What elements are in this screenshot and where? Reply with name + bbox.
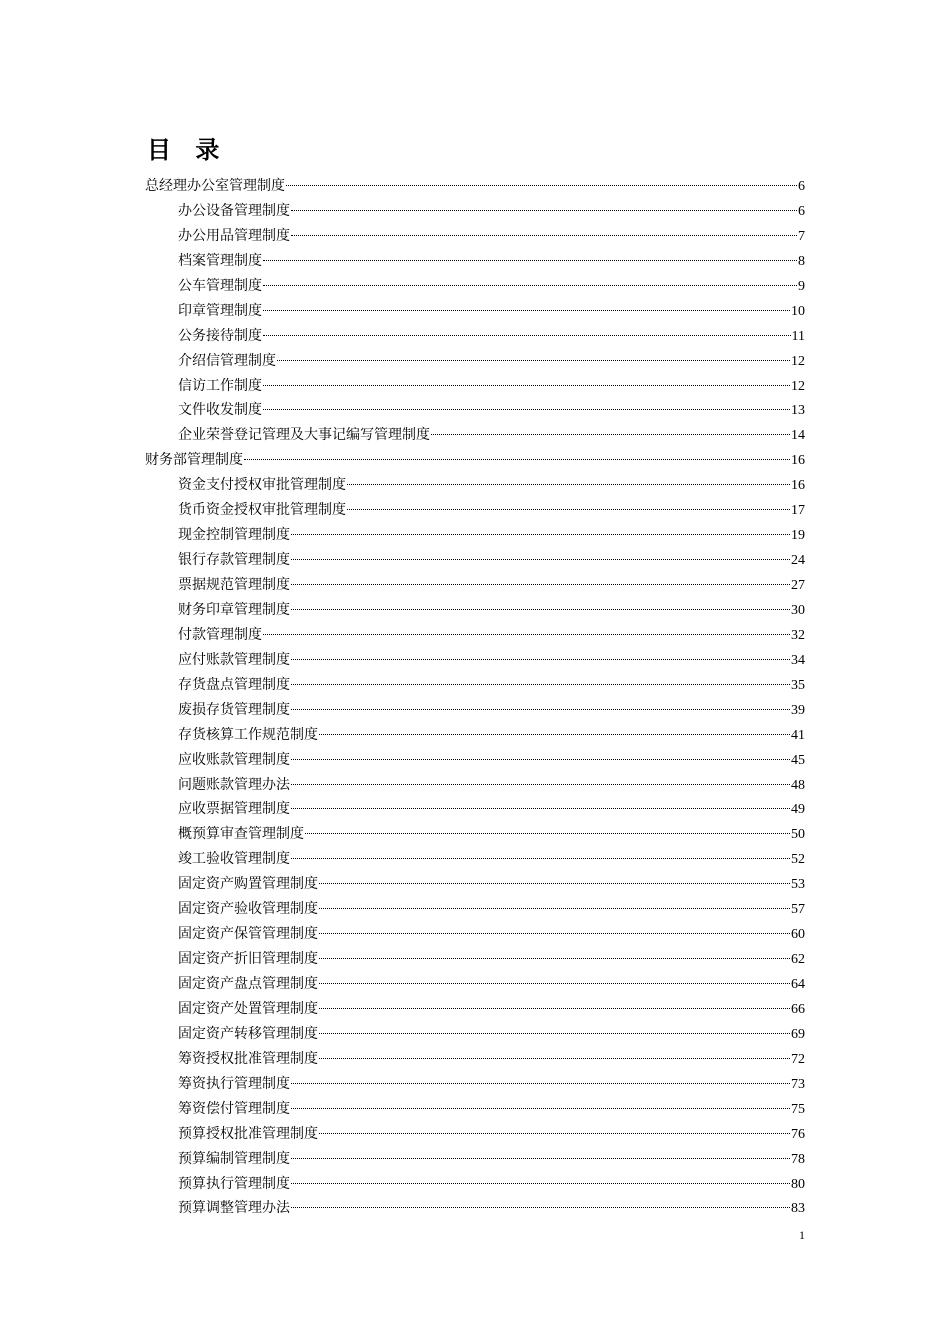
toc-dot-leader	[263, 310, 790, 311]
toc-entry-page: 24	[791, 553, 805, 569]
toc-entry-page: 57	[791, 902, 805, 918]
toc-entry-page: 9	[798, 278, 805, 294]
toc-entry-label: 筹资授权批准管理制度	[178, 1050, 318, 1067]
toc-entry-page: 78	[791, 1151, 805, 1167]
toc-entry-page: 30	[791, 602, 805, 618]
toc-entry[interactable]	[145, 773, 805, 798]
toc-entry[interactable]	[145, 673, 805, 698]
toc-entry[interactable]	[145, 947, 805, 972]
toc-entry[interactable]	[145, 374, 805, 399]
toc-entry[interactable]	[145, 1022, 805, 1047]
toc-entry-label: 固定资产盘点管理制度	[178, 976, 318, 992]
toc-entry-label: 企业荣誉登记管理及大事记编写管理制度	[178, 427, 430, 444]
toc-dot-leader	[319, 1008, 790, 1009]
toc-entry-page: 66	[791, 1001, 805, 1017]
toc-entry-label: 办公用品管理制度	[178, 227, 290, 244]
toc-entry-label: 资金支付授权审批管理制度	[178, 477, 346, 494]
toc-dot-leader	[291, 609, 790, 610]
toc-entry-page: 32	[791, 627, 805, 643]
table-of-contents	[145, 174, 805, 1221]
toc-entry[interactable]	[145, 1097, 805, 1122]
toc-entry-page: 52	[791, 852, 805, 868]
toc-dot-leader	[319, 1133, 790, 1134]
toc-entry-page: 80	[791, 1176, 805, 1192]
toc-dot-leader	[319, 1058, 790, 1059]
toc-entry-page: 6	[798, 203, 805, 219]
toc-entry[interactable]	[145, 797, 805, 822]
toc-dot-leader	[319, 958, 790, 959]
toc-entry[interactable]	[145, 523, 805, 548]
toc-entry-label: 付款管理制度	[178, 626, 262, 643]
toc-dot-leader	[319, 908, 790, 909]
toc-dot-leader	[263, 260, 797, 261]
toc-dot-leader	[291, 210, 797, 211]
toc-entry[interactable]	[145, 498, 805, 523]
toc-entry-label: 固定资产转移管理制度	[178, 1025, 318, 1042]
toc-entry[interactable]	[145, 922, 805, 947]
toc-entry-page: 16	[791, 453, 805, 469]
toc-dot-leader	[291, 584, 790, 585]
toc-entry[interactable]	[145, 398, 805, 423]
toc-entry-page: 8	[798, 253, 805, 269]
toc-section-entry[interactable]	[145, 174, 805, 199]
toc-entry-page: 7	[798, 228, 805, 244]
toc-entry-page: 12	[791, 353, 805, 369]
toc-entry-label: 应收票据管理制度	[178, 801, 290, 818]
toc-entry[interactable]	[145, 299, 805, 324]
toc-entry-label: 公车管理制度	[178, 277, 262, 294]
toc-dot-leader	[291, 759, 790, 760]
toc-entry-page: 64	[791, 977, 805, 992]
toc-entry-page: 39	[791, 702, 805, 718]
toc-entry-label: 存货核算工作规范制度	[178, 726, 318, 743]
toc-entry-page: 69	[791, 1026, 805, 1042]
toc-entry-label: 废损存货管理制度	[178, 701, 290, 718]
toc-entry-page: 41	[791, 727, 805, 743]
toc-entry[interactable]	[145, 199, 805, 224]
toc-entry-page: 48	[791, 777, 805, 793]
toc-entry-label: 办公设备管理制度	[178, 202, 290, 219]
toc-entry[interactable]	[145, 723, 805, 748]
toc-entry-label: 银行存款管理制度	[178, 552, 290, 569]
toc-dot-leader	[291, 858, 790, 859]
toc-entry[interactable]	[145, 748, 805, 773]
toc-entry-label: 应收账款管理制度	[178, 751, 290, 768]
toc-dot-leader	[244, 459, 790, 460]
toc-entry-label: 介绍信管理制度	[178, 352, 276, 369]
toc-entry-label: 应付账款管理制度	[178, 651, 290, 668]
toc-entry[interactable]	[145, 1072, 805, 1097]
toc-entry-label: 固定资产处置管理制度	[178, 1000, 318, 1017]
toc-entry-page: 49	[791, 802, 805, 818]
toc-entry[interactable]	[145, 897, 805, 922]
toc-dot-leader	[347, 484, 790, 485]
toc-entry-page: 34	[791, 652, 805, 668]
toc-entry-label: 货币资金授权审批管理制度	[178, 502, 346, 519]
toc-dot-leader	[291, 659, 790, 660]
toc-dot-leader	[291, 1108, 790, 1109]
toc-entry[interactable]	[145, 274, 805, 299]
toc-entry[interactable]	[145, 548, 805, 573]
toc-entry[interactable]	[145, 1196, 805, 1221]
toc-entry[interactable]	[145, 349, 805, 374]
toc-entry-label: 票据规范管理制度	[178, 577, 290, 593]
toc-dot-leader	[431, 434, 790, 435]
toc-entry-page: 73	[791, 1076, 805, 1092]
toc-dot-leader	[305, 833, 790, 834]
toc-entry-label: 存货盘点管理制度	[178, 676, 290, 693]
toc-entry[interactable]	[145, 1172, 805, 1197]
toc-entry-page: 11	[791, 328, 805, 344]
toc-entry[interactable]	[145, 423, 805, 448]
toc-entry-label: 筹资执行管理制度	[178, 1075, 290, 1092]
toc-dot-leader	[291, 1083, 790, 1084]
toc-entry-page: 72	[791, 1051, 805, 1067]
toc-entry-label: 筹资偿付管理制度	[178, 1100, 290, 1117]
toc-entry[interactable]	[145, 872, 805, 897]
toc-entry[interactable]	[145, 623, 805, 648]
toc-entry-page: 50	[791, 827, 805, 843]
toc-entry-label: 信访工作制度	[178, 377, 262, 394]
toc-dot-leader	[291, 559, 790, 560]
toc-entry-page: 27	[791, 578, 805, 593]
toc-entry-label: 固定资产购置管理制度	[178, 876, 318, 893]
toc-entry-label: 预算编制管理制度	[178, 1150, 290, 1167]
toc-entry-label: 固定资产折旧管理制度	[178, 951, 318, 968]
toc-dot-leader	[291, 1158, 790, 1159]
toc-entry-page: 60	[791, 927, 805, 943]
toc-dot-leader	[277, 360, 790, 361]
toc-entry-label: 固定资产保管管理制度	[178, 926, 318, 943]
toc-entry-label: 财务印章管理制度	[178, 601, 290, 618]
toc-dot-leader	[286, 185, 797, 186]
toc-entry[interactable]	[145, 972, 805, 997]
toc-entry-label: 预算调整管理办法	[178, 1200, 290, 1217]
toc-entry[interactable]	[145, 324, 805, 349]
toc-dot-leader	[319, 883, 790, 884]
toc-entry-label: 现金控制管理制度	[178, 527, 290, 544]
toc-entry[interactable]	[145, 698, 805, 723]
toc-dot-leader	[291, 1207, 790, 1208]
page-title: 目 录	[147, 135, 228, 164]
toc-dot-leader	[319, 933, 790, 934]
toc-entry-label: 预算授权批准管理制度	[178, 1125, 318, 1142]
toc-entry-page: 13	[791, 403, 805, 419]
toc-entry-page: 35	[791, 677, 805, 693]
toc-entry-page: 14	[791, 428, 805, 444]
toc-entry[interactable]	[145, 249, 805, 274]
toc-entry-page: 19	[791, 528, 805, 544]
toc-section-entry[interactable]	[145, 448, 805, 473]
toc-dot-leader	[291, 235, 797, 236]
toc-entry-page: 6	[798, 179, 805, 194]
toc-entry-label: 预算执行管理制度	[178, 1175, 290, 1192]
toc-dot-leader	[319, 734, 790, 735]
toc-entry-label: 问题账款管理办法	[178, 776, 290, 793]
toc-entry-page: 10	[791, 303, 805, 319]
toc-dot-leader	[263, 409, 790, 410]
toc-entry-page: 75	[791, 1101, 805, 1117]
toc-entry[interactable]	[145, 648, 805, 673]
toc-dot-leader	[291, 534, 790, 535]
toc-entry-page: 76	[791, 1126, 805, 1142]
toc-entry-label: 印章管理制度	[178, 302, 262, 319]
toc-dot-leader	[263, 385, 790, 386]
toc-dot-leader	[263, 335, 791, 336]
toc-entry-page: 83	[791, 1201, 805, 1217]
toc-entry-page: 53	[791, 877, 805, 893]
toc-entry[interactable]	[145, 224, 805, 249]
toc-entry[interactable]	[145, 1147, 805, 1172]
toc-entry-label: 公务接待制度	[178, 327, 262, 344]
toc-entry-label: 固定资产验收管理制度	[178, 901, 318, 918]
toc-entry[interactable]	[145, 598, 805, 623]
toc-dot-leader	[347, 509, 790, 510]
toc-dot-leader	[263, 285, 797, 286]
toc-dot-leader	[291, 1183, 790, 1184]
toc-dot-leader	[291, 784, 790, 785]
toc-dot-leader	[291, 709, 790, 710]
toc-entry-label: 概预算审查管理制度	[178, 826, 304, 843]
toc-entry-page: 17	[791, 503, 805, 519]
toc-entry-page: 45	[791, 752, 805, 768]
toc-dot-leader	[319, 983, 790, 984]
toc-dot-leader	[291, 684, 790, 685]
toc-entry[interactable]	[145, 573, 805, 598]
toc-entry-label: 财务部管理制度	[145, 452, 243, 469]
toc-entry-page: 62	[791, 952, 805, 968]
toc-entry-label: 竣工验收管理制度	[178, 851, 290, 868]
toc-entry-label: 总经理办公室管理制度	[145, 178, 285, 194]
toc-entry[interactable]	[145, 822, 805, 847]
toc-dot-leader	[319, 1033, 790, 1034]
toc-entry[interactable]	[145, 1122, 805, 1147]
toc-entry[interactable]	[145, 473, 805, 498]
toc-entry-label: 文件收发制度	[178, 402, 262, 419]
toc-entry-label: 档案管理制度	[178, 252, 262, 269]
toc-entry[interactable]	[145, 997, 805, 1022]
toc-dot-leader	[263, 634, 790, 635]
page-number: 1	[799, 1228, 805, 1242]
toc-entry-page: 16	[791, 478, 805, 494]
toc-entry[interactable]	[145, 847, 805, 872]
toc-entry-page: 12	[791, 378, 805, 394]
toc-dot-leader	[291, 808, 790, 809]
toc-entry[interactable]	[145, 1047, 805, 1072]
